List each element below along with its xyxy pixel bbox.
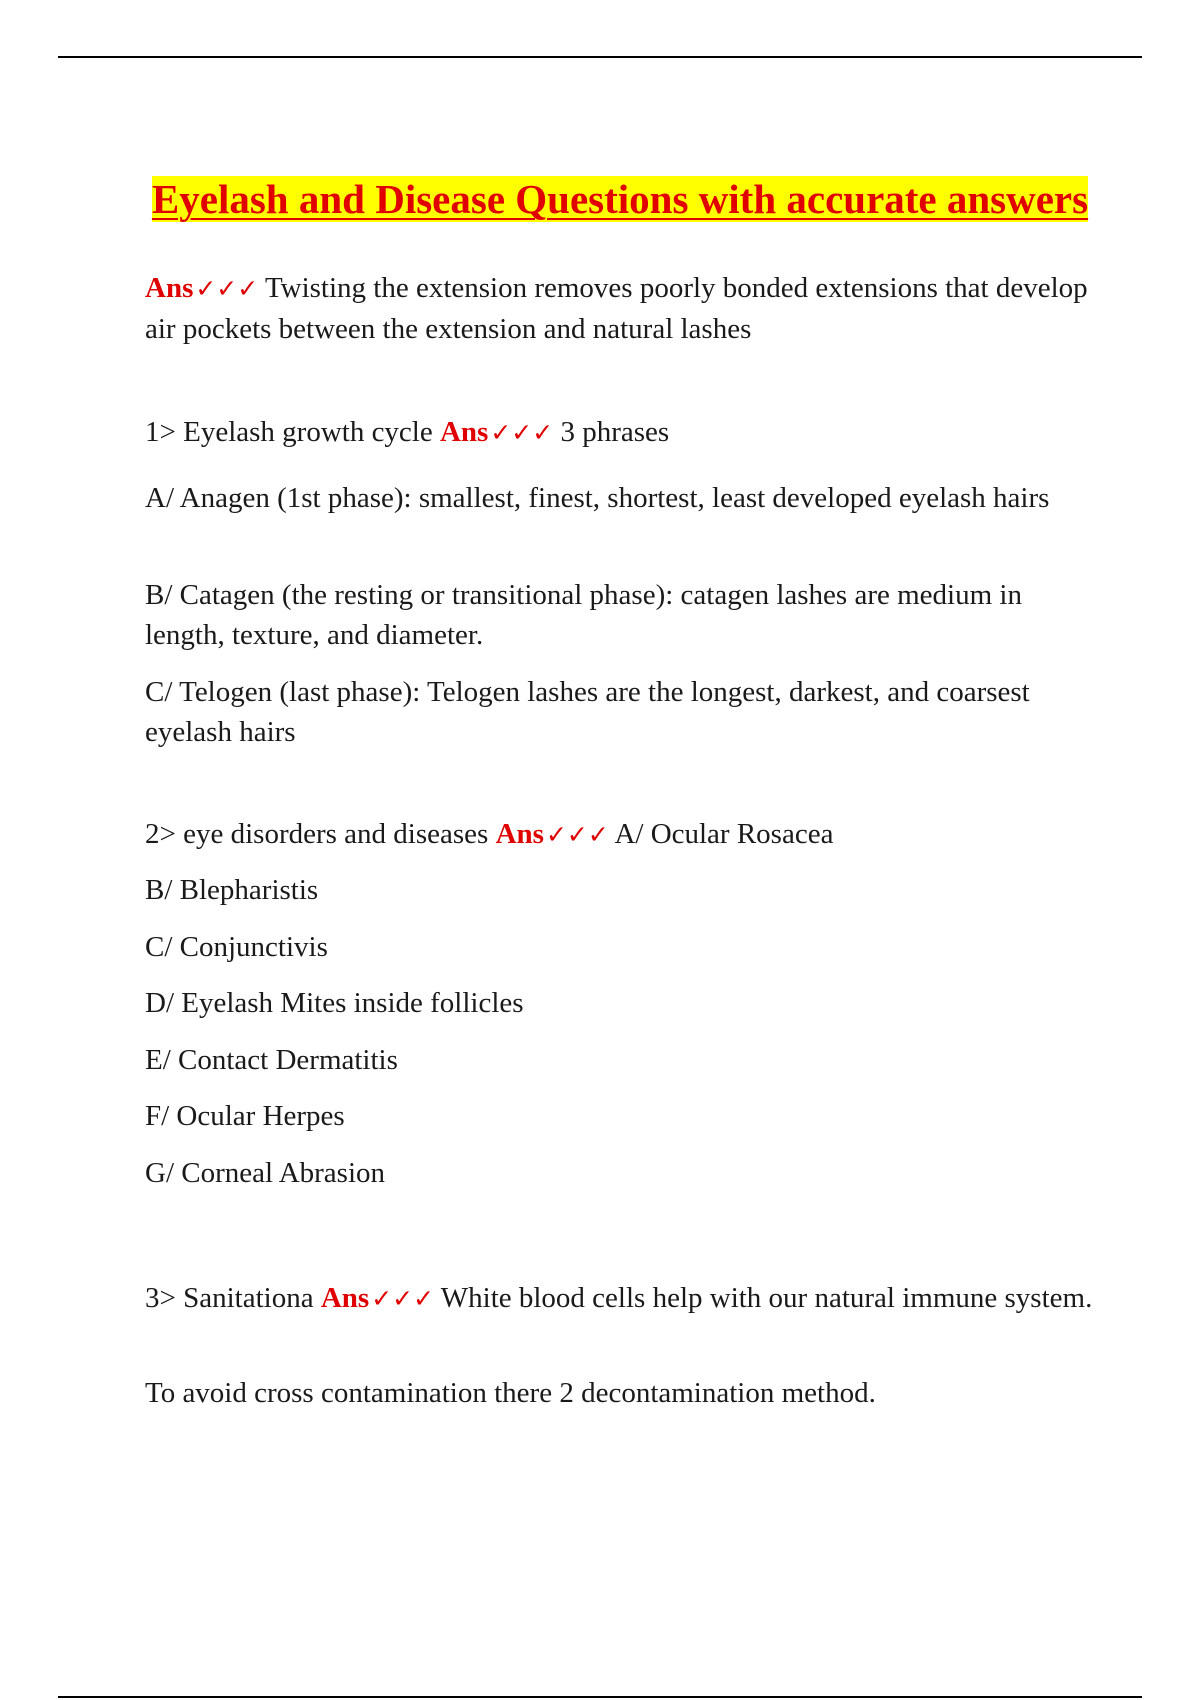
question-1 — [145, 412, 1095, 453]
page-title-text: Eyelash and Disease Questions with accurate answers — [151, 176, 1089, 223]
intro-answer — [145, 268, 1095, 349]
list-item: A/ Anagen (1st phase): smallest, finest, shortest, least developed eyelash hairs — [145, 482, 1050, 514]
list-item: F/ Ocular Herpes — [145, 1100, 345, 1132]
list-item: E/ Contact Dermatitis — [145, 1044, 398, 1076]
list-item: G/ Corneal Abrasion — [145, 1157, 386, 1189]
question-1-answer: 3 phrases — [560, 416, 670, 448]
list-item: B/ Catagen (the resting or transitional phase): catagen lashes are medium in length, texture, and diameter. — [145, 579, 1022, 651]
page-title — [140, 171, 1100, 227]
question-3-text: 3> Sanitationa — [145, 1282, 314, 1314]
list-item: D/ Eyelash Mites inside follicles — [145, 987, 524, 1019]
ans-marker: Ans✓✓✓ — [495, 818, 609, 850]
list-item: C/ Telogen (last phase): Telogen lashes are the longest, darkest, and coarsest eyelash hairs — [145, 676, 1030, 748]
check-icon: ✓✓✓ — [490, 418, 554, 447]
question-2 — [145, 814, 1095, 855]
question-2-answer: A/ Ocular Rosacea — [614, 818, 834, 850]
ans-marker: Ans✓✓✓ — [320, 1282, 435, 1314]
check-icon: ✓✓✓ — [545, 820, 609, 849]
ans-marker: Ans✓✓✓ — [145, 272, 259, 304]
check-icon: ✓✓✓ — [195, 274, 259, 303]
intro-answer-text: Twisting the extension removes poorly bonded extensions that develop air pockets between the extension and natural lashes — [145, 272, 1088, 345]
top-rule — [58, 56, 1142, 58]
list-item: B/ Blepharistis — [145, 874, 319, 906]
ans-marker: Ans✓✓✓ — [439, 416, 554, 448]
list-item: To avoid cross contamination there 2 decontamination method. — [145, 1377, 876, 1409]
question-2-text: 2> eye disorders and diseases — [145, 818, 489, 850]
question-3-answer: White blood cells help with our natural immune system. — [440, 1282, 1093, 1314]
check-icon: ✓✓✓ — [371, 1284, 435, 1313]
bottom-rule — [58, 1696, 1142, 1698]
question-3 — [145, 1277, 1095, 1320]
list-item: C/ Conjunctivis — [145, 931, 328, 963]
question-1-text: 1> Eyelash growth cycle — [145, 416, 433, 448]
